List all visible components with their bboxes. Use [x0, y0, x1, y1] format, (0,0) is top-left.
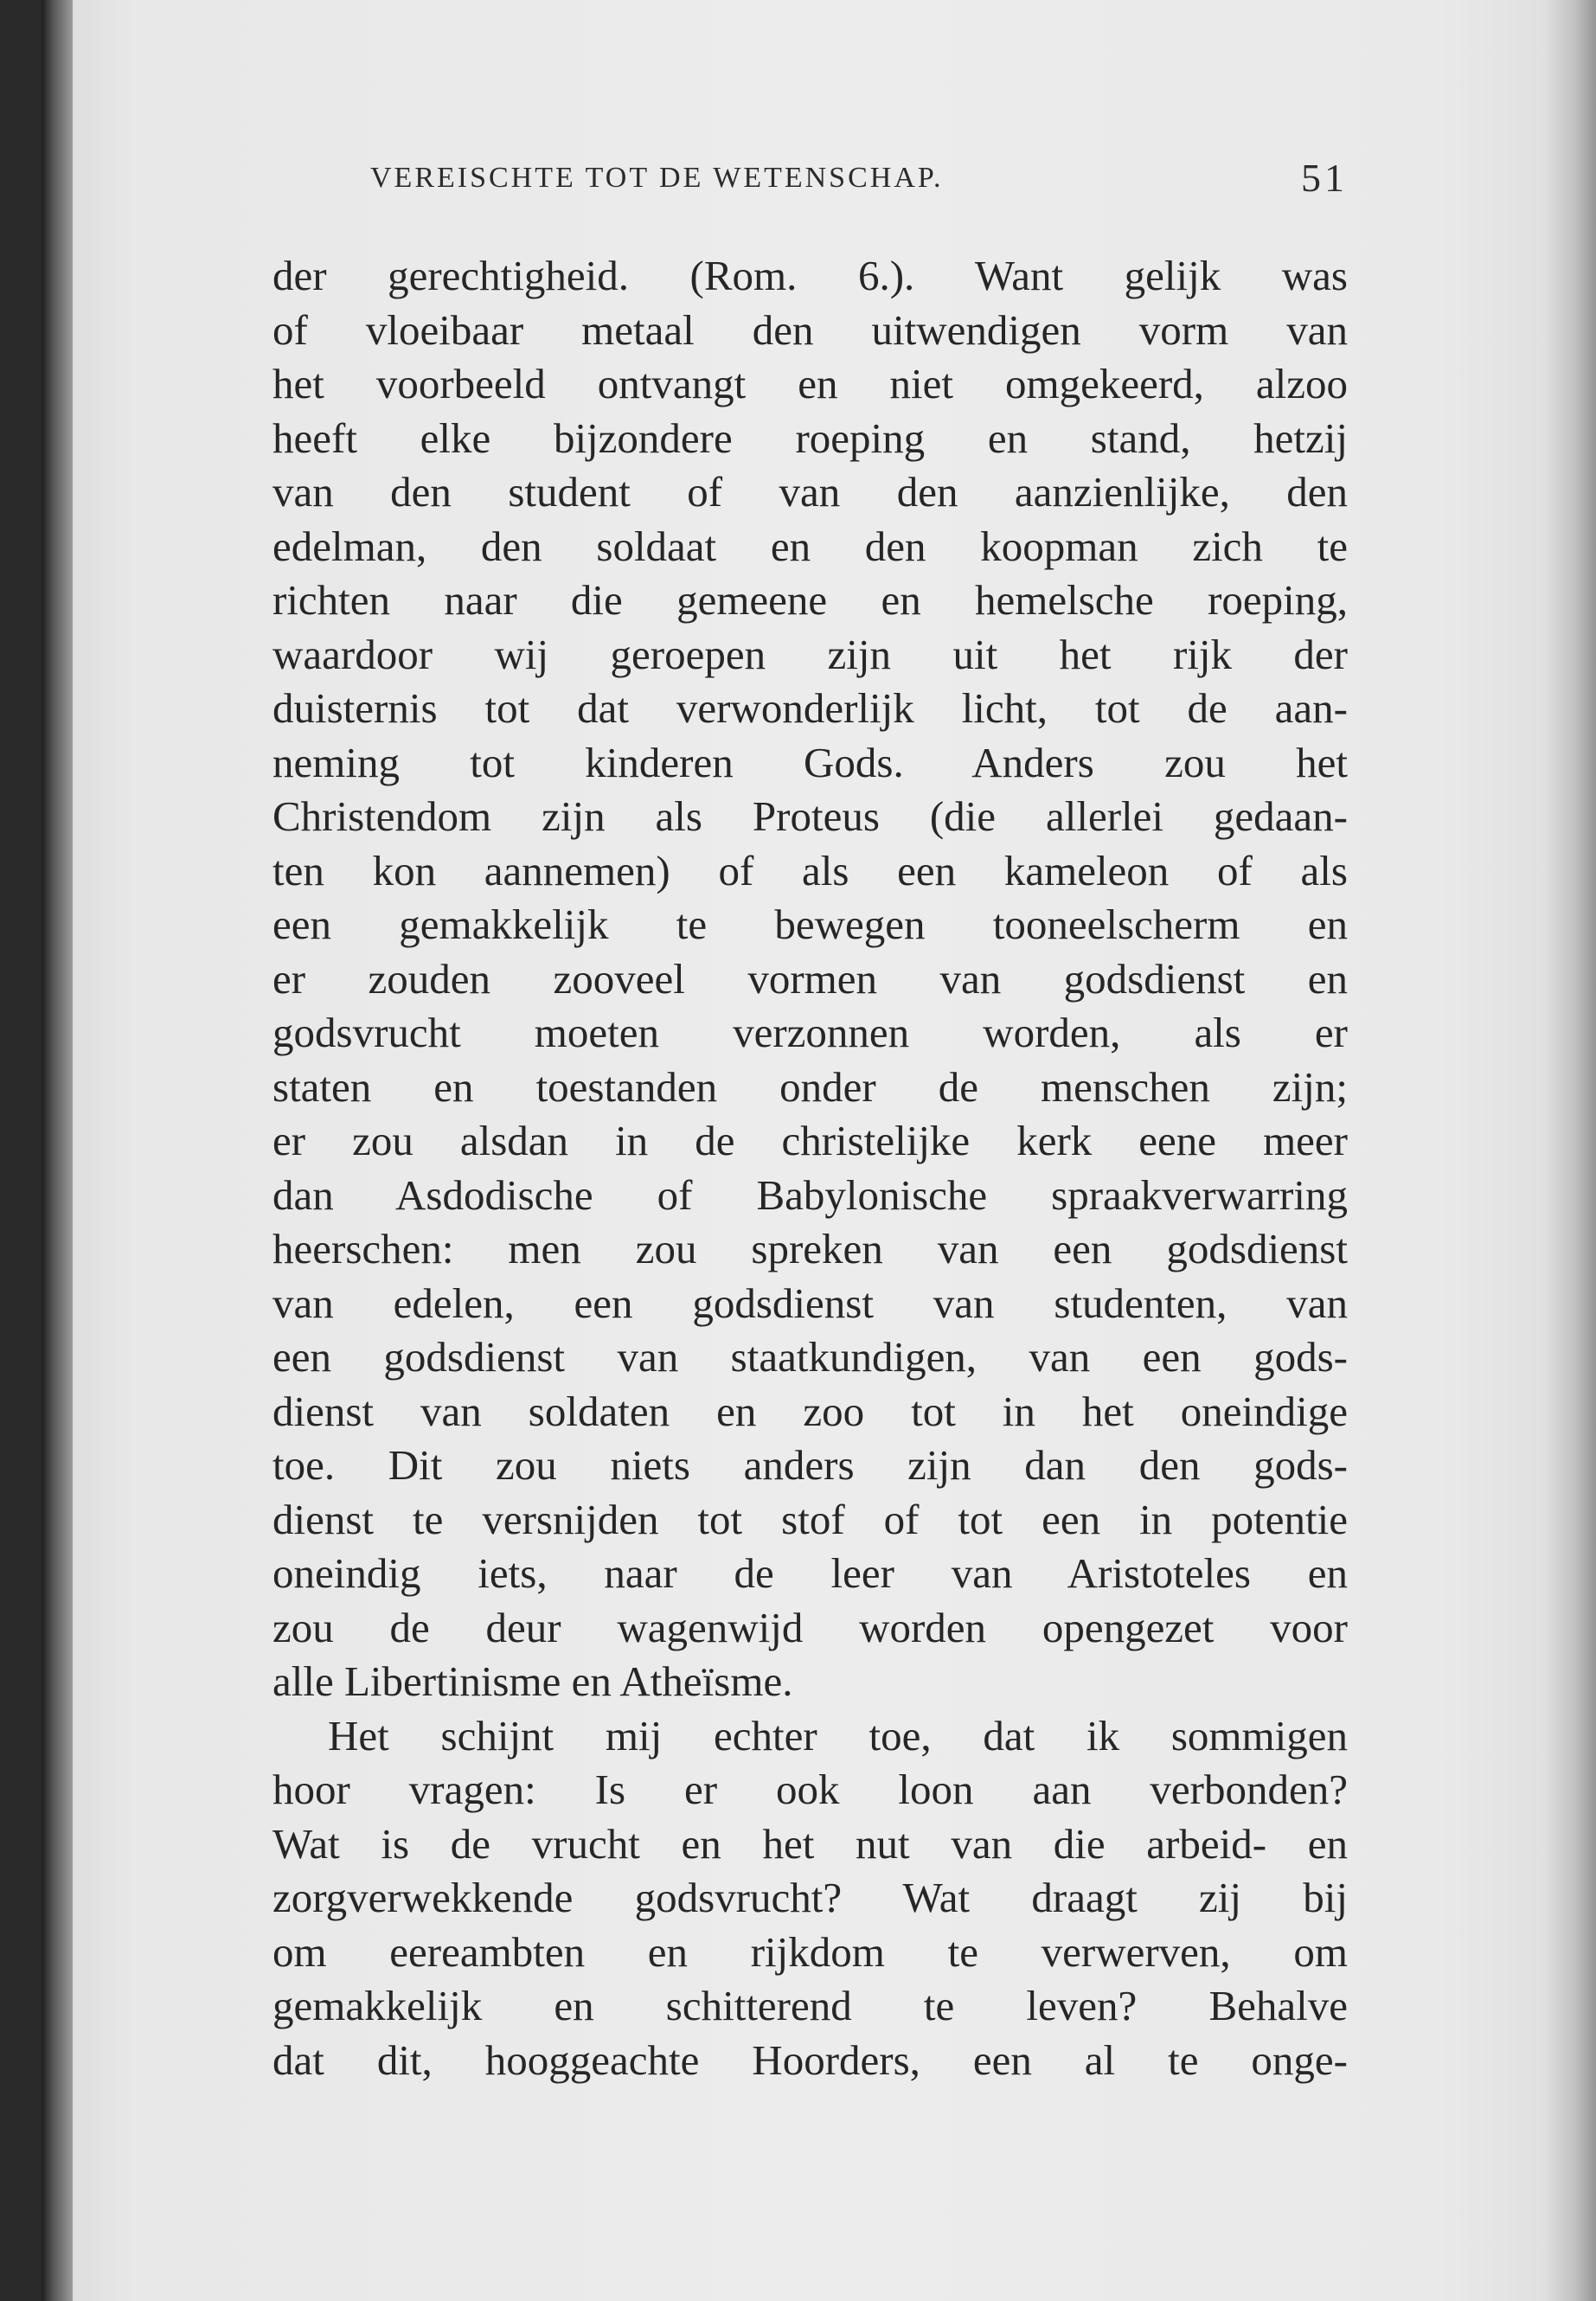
text-line: edelman, den soldaat en den koopman zich te [272, 522, 1348, 570]
page-edge-shadow [1544, 0, 1596, 2301]
text-line: neming tot kinderen Gods. Anders zou het [272, 738, 1348, 786]
text-line: ten kon aannemen) of als een kameleon of als [272, 846, 1348, 894]
text-line: zou de deur wagenwijd worden opengezet voor [272, 1603, 1348, 1651]
text-line: Wat is de vrucht en het nut van die arbeid- en [272, 1819, 1348, 1868]
running-head [275, 152, 1348, 204]
text-line: godsvrucht moeten verzonnen worden, als er [272, 1009, 1348, 1056]
text-line: der gerechtigheid. (Rom. 6.). Want gelijk was [272, 252, 1348, 299]
text-line: staten en toestanden onder de menschen zijn; [272, 1062, 1348, 1111]
text-line: zorgverwekkende godsvrucht? Wat draagt zij bij [272, 1874, 1348, 1921]
text-line: een godsdienst van staatkundigen, van een gods- [272, 1333, 1348, 1381]
text-line: er zouden zooveel vormen van godsdienst en [272, 954, 1348, 1003]
text-line: duisternis tot dat verwonderlijk licht, tot de aan- [272, 684, 1348, 732]
text-line: er zou alsdan in de christelijke kerk eene meer [272, 1117, 1348, 1164]
page-number: 51 [1301, 156, 1348, 200]
paragraph-first-line: Het schijnt mij echter toe, dat ik sommigen [328, 1711, 1348, 1759]
text-line: richten naar die gemeene en hemelsche roeping, [272, 576, 1348, 624]
text-line: een gemakkelijk te bewegen tooneelscherm en [272, 901, 1348, 948]
text-line: oneindig iets, naar de leer van Aristoteles en [272, 1549, 1348, 1597]
book-spine-shadow [42, 0, 73, 2301]
running-title: VEREISCHTE TOT DE WETENSCHAP. [370, 162, 944, 194]
text-line: gemakkelijk en schitterend te leven? Behalve [272, 1982, 1348, 2029]
text-line: waardoor wij geroepen zijn uit het rijk der [272, 630, 1348, 678]
text-line: dat dit, hooggeachte Hoorders, een al te onge- [272, 2035, 1348, 2084]
text-line: dan Asdodische of Babylonische spraakverwarring [272, 1170, 1348, 1219]
paragraph-last-line: alle Libertinisme en Atheïsme. [272, 1657, 793, 1705]
text-line: heerschen: men zou spreken van een godsdienst [272, 1225, 1348, 1272]
text-line: heeft elke bijzondere roeping en stand, hetzij [272, 413, 1348, 462]
text-line: dienst van soldaten en zoo tot in het oneindige [272, 1387, 1348, 1435]
text-line: het voorbeeld ontvangt en niet omgekeerd, alzoo [272, 360, 1348, 407]
text-line: of vloeibaar metaal den uitwendigen vorm van [272, 305, 1348, 354]
body-text [272, 249, 1348, 2087]
text-line: hoor vragen: Is er ook loon aan verbonden? [272, 1766, 1348, 1813]
text-line: van den student of van den aanzienlijke, den [272, 468, 1348, 516]
text-line: Christendom zijn als Proteus (die allerlei gedaan- [272, 792, 1348, 840]
text-line: van edelen, een godsdienst van studenten, van [272, 1279, 1348, 1327]
text-line: toe. Dit zou niets anders zijn dan den gods- [272, 1441, 1348, 1489]
book-page [42, 0, 1596, 2301]
text-line: dienst te versnijden tot stof of tot een in potentie [272, 1495, 1348, 1543]
text-line: om eereambten en rijkdom te verwerven, om [272, 1927, 1348, 1976]
